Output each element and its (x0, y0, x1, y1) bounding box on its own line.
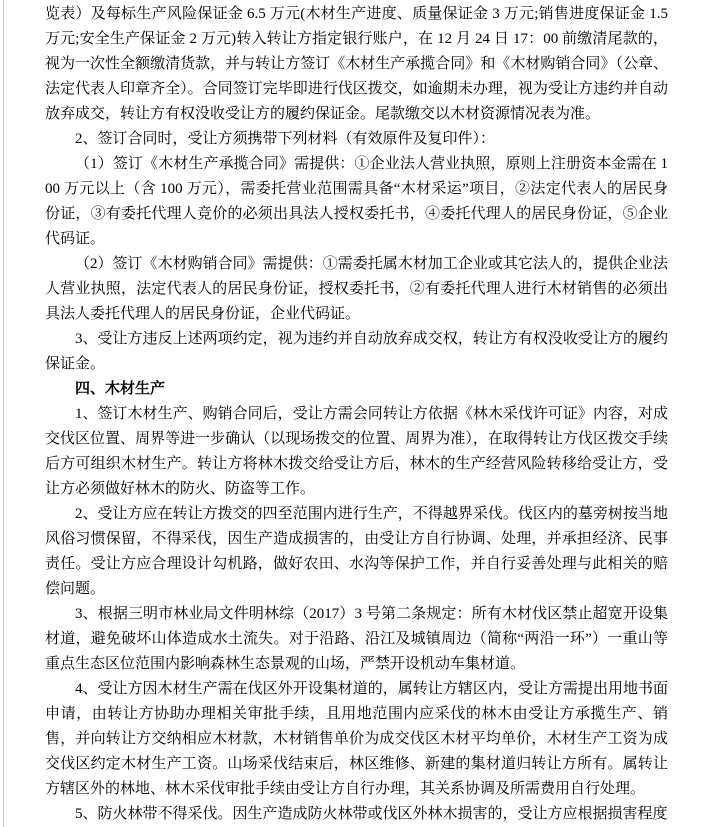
paragraph-production-contract-requirements: （1）签订《木材生产承揽合同》需提供：①企业法人营业执照，原则上注册资本金需在 100 万元以上（含 100 万元），需委托营业范围需具备“木材采运”项目，②法定代表人的居民身份证，③有委托代理人竞价的必须出具法人授权委托书，④委托代理人的居民身份证，⑤企业代码证。 (45, 156, 668, 247)
paragraph-contract-materials-intro: 2、签订合同时，受让方须携带下列材料（有效原件及复印件）： (75, 131, 496, 147)
paragraph-production-item-2: 2、受让方应在转让方拨交的四至范围内进行生产，不得越界采伐。伐区内的墓旁树按当地风俗习惯保留，不得采伐，因生产造成损害的，由受让方自行协调、处理，并承担经济、民事责任。受让方应合理设计勾机路，做好农田、水沟等保护工作，并自行妥善处理与此相关的赔偿问题。 (45, 506, 668, 597)
page-edge-line (3, 0, 4, 827)
document-text-body (45, 2, 668, 827)
paragraph-balance-payment: 览表）及每标生产风险保证金 6.5 万元(木材生产进度、质量保证金 3 万元;销售进度保证金 1.5 万元;安全生产保证金 2 万元)转入转让方指定银行账户，在 12 月 24 日 17：00 前缴清尾款的，视为一次性全额缴清货款，并与转让方签订《木材生产承揽合同》和《木材购销合同》（公章、法定代表人印章齐全）。合同签订完毕即进行伐区拨交，如逾期未办理，视为受让方违约并自动放弃成交，转让方有权没收受让方的履约保证金。尾款缴交以木材资源情况表为准。 (45, 6, 668, 122)
paragraph-production-item-4: 4、受让方因木材生产需在伐区外开设集材道的，属转让方辖区内，受让方需提出用地书面申请，由转让方协助办理相关审批手续，且用地范围内应采伐的林木由受让方承揽生产、销售，并向转让方交纳相应木材款，木材销售单价为成交伐区木材平均单价，木材生产工资为成交伐区约定木材生产工资。山场采伐结束后，林区维修、新建的集材道归转让方所有。属转让方辖区外的林地、林木采伐审批手续由受让方自行办理，其关系协调及所需费用自行处理。 (45, 681, 668, 797)
paragraph-production-item-3: 3、根据三明市林业局文件明林综（2017）3 号第二条规定：所有木材伐区禁止超宽开设集材道，避免破坏山体造成水土流失。对于沿路、沿江及城镇周边（简称“两沿一环”）一重山等重点生态区位范围内影响森林生态景观的山场，严禁开设机动车集材道。 (45, 606, 668, 672)
paragraph-breach-clause: 3、受让方违反上述两项约定，视为违约并自动放弃成交权，转让方有权没收受让方的履约保证金。 (45, 331, 668, 372)
paragraph-production-item-1: 1、签订木材生产、购销合同后，受让方需会同转让方依据《林木采伐许可证》内容，对成交伐区位置、周界等进一步确认（以现场拨交的位置、周界为准），在取得转让方伐区拨交手续后方可组织木材生产。转让方将林木拨交给受让方后，林木的生产经营风险转移给受让方，受让方必须做好林木的防火、防盗等工作。 (45, 406, 668, 497)
paragraph-sales-contract-requirements: （2）签订《木材购销合同》需提供：①需委托属木材加工企业或其它法人的，提供企业法人营业执照，法定代表人的居民身份证，授权委托书，②有委托代理人进行木材销售的必须出具法人委托代理人的居民身份证，企业代码证。 (45, 256, 668, 322)
section-heading-timber-production: 四、木材生产 (75, 381, 166, 397)
paragraph-production-item-5: 5、防火林带不得采伐。因生产造成防火林带或伐区外林木损害的，受让方应根据损害程度 (75, 806, 668, 822)
